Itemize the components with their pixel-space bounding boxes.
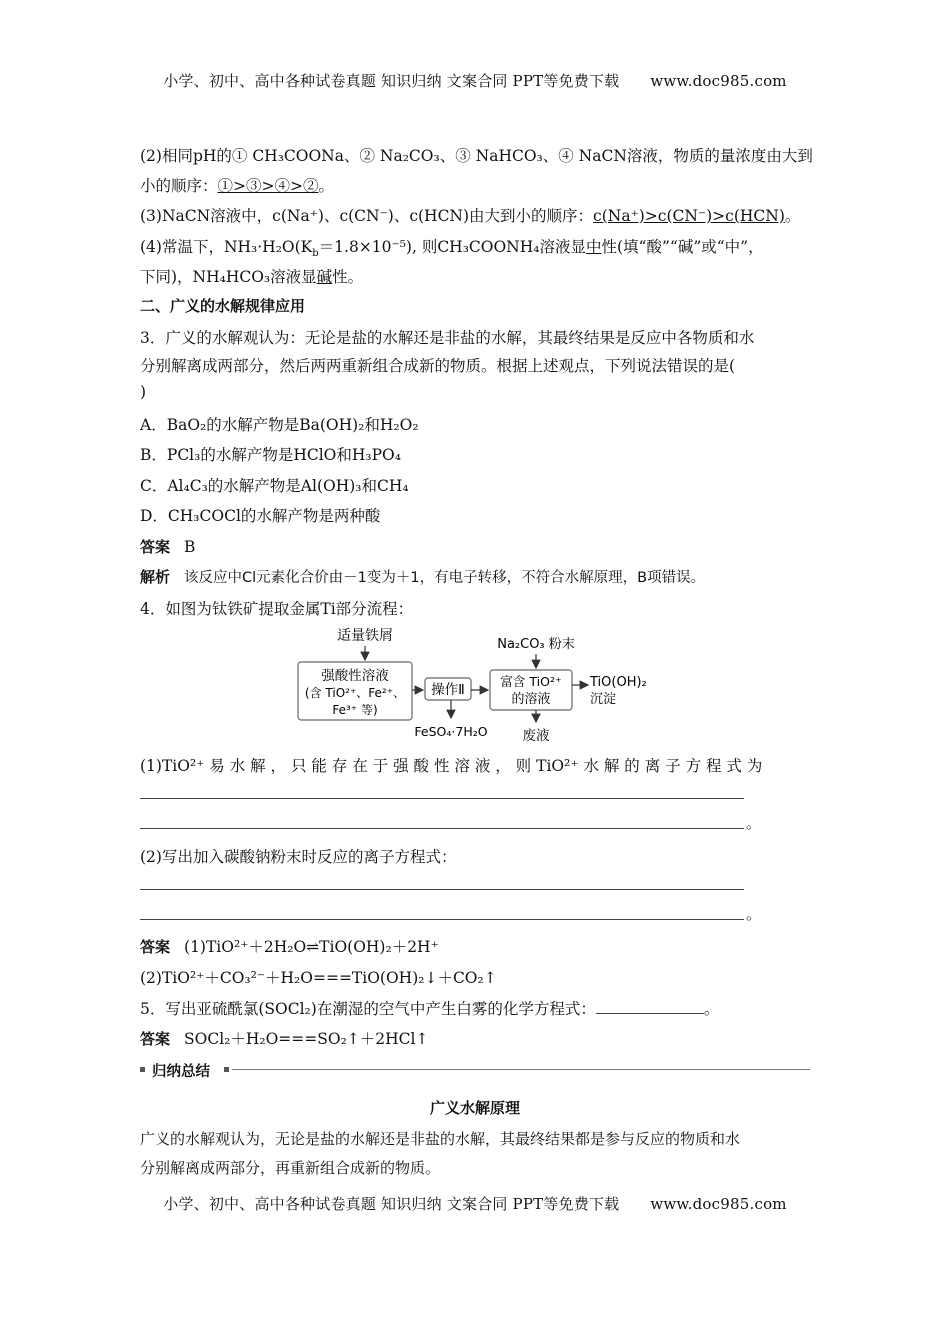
answer-label: 答案 <box>140 938 171 956</box>
q3sub-answer: c(Na⁺)>c(CN⁻)>c(HCN) <box>593 207 785 225</box>
q3sub-suffix: 。 <box>784 207 801 225</box>
section2-title: 二、广义的水解规律应用 <box>140 297 306 315</box>
answer-blank <box>140 828 744 829</box>
answer-label: 答案 <box>140 538 171 556</box>
q2-line2 <box>140 174 334 196</box>
answer-blank <box>140 919 744 920</box>
flow-box1-line1: 强酸性溶液 <box>321 668 389 684</box>
question3-line3: ) <box>140 383 147 401</box>
flow-box1-line3: Fe³⁺ 等) <box>332 703 378 717</box>
q3sub-line <box>140 204 800 226</box>
question3-analysis <box>140 566 705 587</box>
summary-heading-bar <box>140 1060 810 1078</box>
footer-site: www.doc985.com <box>650 1195 787 1213</box>
question3-line2: 分别解离成两部分，然后两两重新组合成新的物质。根据上述观点，下列说法错误的是( <box>140 357 736 375</box>
question5-period: 。 <box>703 1000 720 1018</box>
question3-analysis-text: 该反应中Cl元素化合价由－1变为＋1，有电子转移，不符合水解原理，B项错误。 <box>184 570 706 586</box>
header-text: 小学、初中、高中各种试卷真题 知识归纳 文案合同 PPT等免费下载 <box>163 72 620 90</box>
flow-product-line2: 沉淀 <box>590 692 617 707</box>
question5-stem-text: 5．写出亚硫酰氯(SOCl₂)在潮湿的空气中产生白雾的化学方程式： <box>140 1000 596 1018</box>
question5-answer <box>140 1027 428 1049</box>
answer-blank <box>596 1001 704 1014</box>
flow-iron-text: 适量铁屑 <box>337 628 393 644</box>
question4-answer1-text: (1)TiO²⁺＋2H₂O⇌TiO(OH)₂＋2H⁺ <box>184 938 439 956</box>
q4sub-line2 <box>140 265 363 287</box>
summary-line2: 分别解离成两部分，再重新组合成新的物质。 <box>140 1159 441 1177</box>
summary-rule <box>232 1069 810 1070</box>
q4sub-answer-basic: 碱 <box>316 268 333 286</box>
summary-line1: 广义的水解观认为，无论是盐的水解还是非盐的水解，其最终结果都是参与反应的物质和水 <box>140 1130 741 1148</box>
answer-blank <box>140 889 744 890</box>
question4-part1: (1)TiO²⁺ 易 水 解 ， 只 能 存 在 于 强 酸 性 溶 液 ， 则 TiO²⁺ 水 解 的 离 子 方 程 式 为 <box>140 757 763 775</box>
flow-product-line1: TiO(OH)₂ <box>590 675 647 690</box>
summary-title: 广义水解原理 <box>429 1099 520 1117</box>
flow-op-text: 操作Ⅱ <box>431 682 465 698</box>
question4-answer2: (2)TiO²⁺＋CO₃²⁻＋H₂O===TiO(OH)₂↓＋CO₂↑ <box>140 969 497 987</box>
question5-stem <box>140 997 719 1019</box>
question3-option-b: B．PCl₃的水解产物是HClO和H₃PO₄ <box>140 446 401 464</box>
q2-line2-suffix: 。 <box>318 177 334 195</box>
flow-byproduct-text: FeSO₄·7H₂O <box>414 724 488 739</box>
q4sub-line2-b: 性。 <box>332 268 364 286</box>
q4sub-kb-sub: b <box>312 248 319 260</box>
flow-box1-line2: (含 TiO²⁺、Fe²⁺、 <box>304 686 406 700</box>
q4sub-line1-c: 性(填“酸”“碱”或“中”， <box>601 238 764 256</box>
q4-part2-period: 。 <box>746 905 762 923</box>
question4-part2: (2)写出加入碳酸钠粉末时反应的离子方程式： <box>140 848 457 866</box>
question3-answer-value: B <box>184 538 196 556</box>
question3-option-a: A．BaO₂的水解产物是Ba(OH)₂和H₂O₂ <box>140 416 419 434</box>
question5-answer-text: SOCl₂＋H₂O===SO₂↑＋2HCl↑ <box>184 1030 429 1048</box>
question3-line1: 3．广义的水解观认为：无论是盐的水解还是非盐的水解，其最终结果是反应中各物质和水 <box>140 329 755 347</box>
q2-line2-prefix: 小的顺序： <box>140 177 218 195</box>
q3sub-prefix: (3)NaCN溶液中，c(Na⁺)、c(CN⁻)、c(HCN)由大到小的顺序： <box>140 207 594 225</box>
flow-diagram <box>290 622 670 748</box>
flow-na2co3-text: Na₂CO₃ 粉末 <box>497 637 575 652</box>
question4-stem: 4．如图为钛铁矿提取金属Ti部分流程： <box>140 600 414 618</box>
question3-answer <box>140 536 195 557</box>
flow-waste-text: 废液 <box>522 728 550 744</box>
answer-blank <box>140 798 744 799</box>
q4sub-line1-b: ＝1.8×10⁻⁵), 则CH₃COONH₄溶液显 <box>318 238 586 256</box>
question3-option-c: C．Al₄C₃的水解产物是Al(OH)₃和CH₄ <box>140 477 409 495</box>
question3-option-d: D．CH₃COCl的水解产物是两种酸 <box>140 507 381 525</box>
page-footer <box>0 1193 950 1214</box>
page-header <box>0 70 950 91</box>
header-site: www.doc985.com <box>650 72 787 90</box>
answer-label: 答案 <box>140 1030 171 1048</box>
bullet-square-icon <box>140 1067 145 1072</box>
summary-heading: 归纳总结 <box>152 1064 210 1080</box>
q2-answer: ①>③>④>② <box>217 177 319 195</box>
flow-box2-line1: 富含 TiO²⁺ <box>500 674 562 689</box>
flow-box2-line2: 的溶液 <box>511 692 551 707</box>
footer-text: 小学、初中、高中各种试卷真题 知识归纳 文案合同 PPT等免费下载 <box>163 1195 620 1213</box>
q4sub-answer-neutral: 中 <box>585 238 602 256</box>
bullet-square-icon <box>224 1067 229 1072</box>
q4sub-line1-a: (4)常温下，NH₃·H₂O(K <box>140 238 313 256</box>
q4-part1-period: 。 <box>746 814 762 832</box>
analysis-label: 解析 <box>140 568 171 586</box>
question4-answer1 <box>140 935 439 957</box>
q4sub-line1 <box>140 235 764 259</box>
q2-line1: (2)相同pH的① CH₃COONa、② Na₂CO₃、③ NaHCO₃、④ NaCN溶液，物质的量浓度由大到 <box>140 147 813 165</box>
q4sub-line2-a: 下同)，NH₄HCO₃溶液显 <box>140 268 317 286</box>
